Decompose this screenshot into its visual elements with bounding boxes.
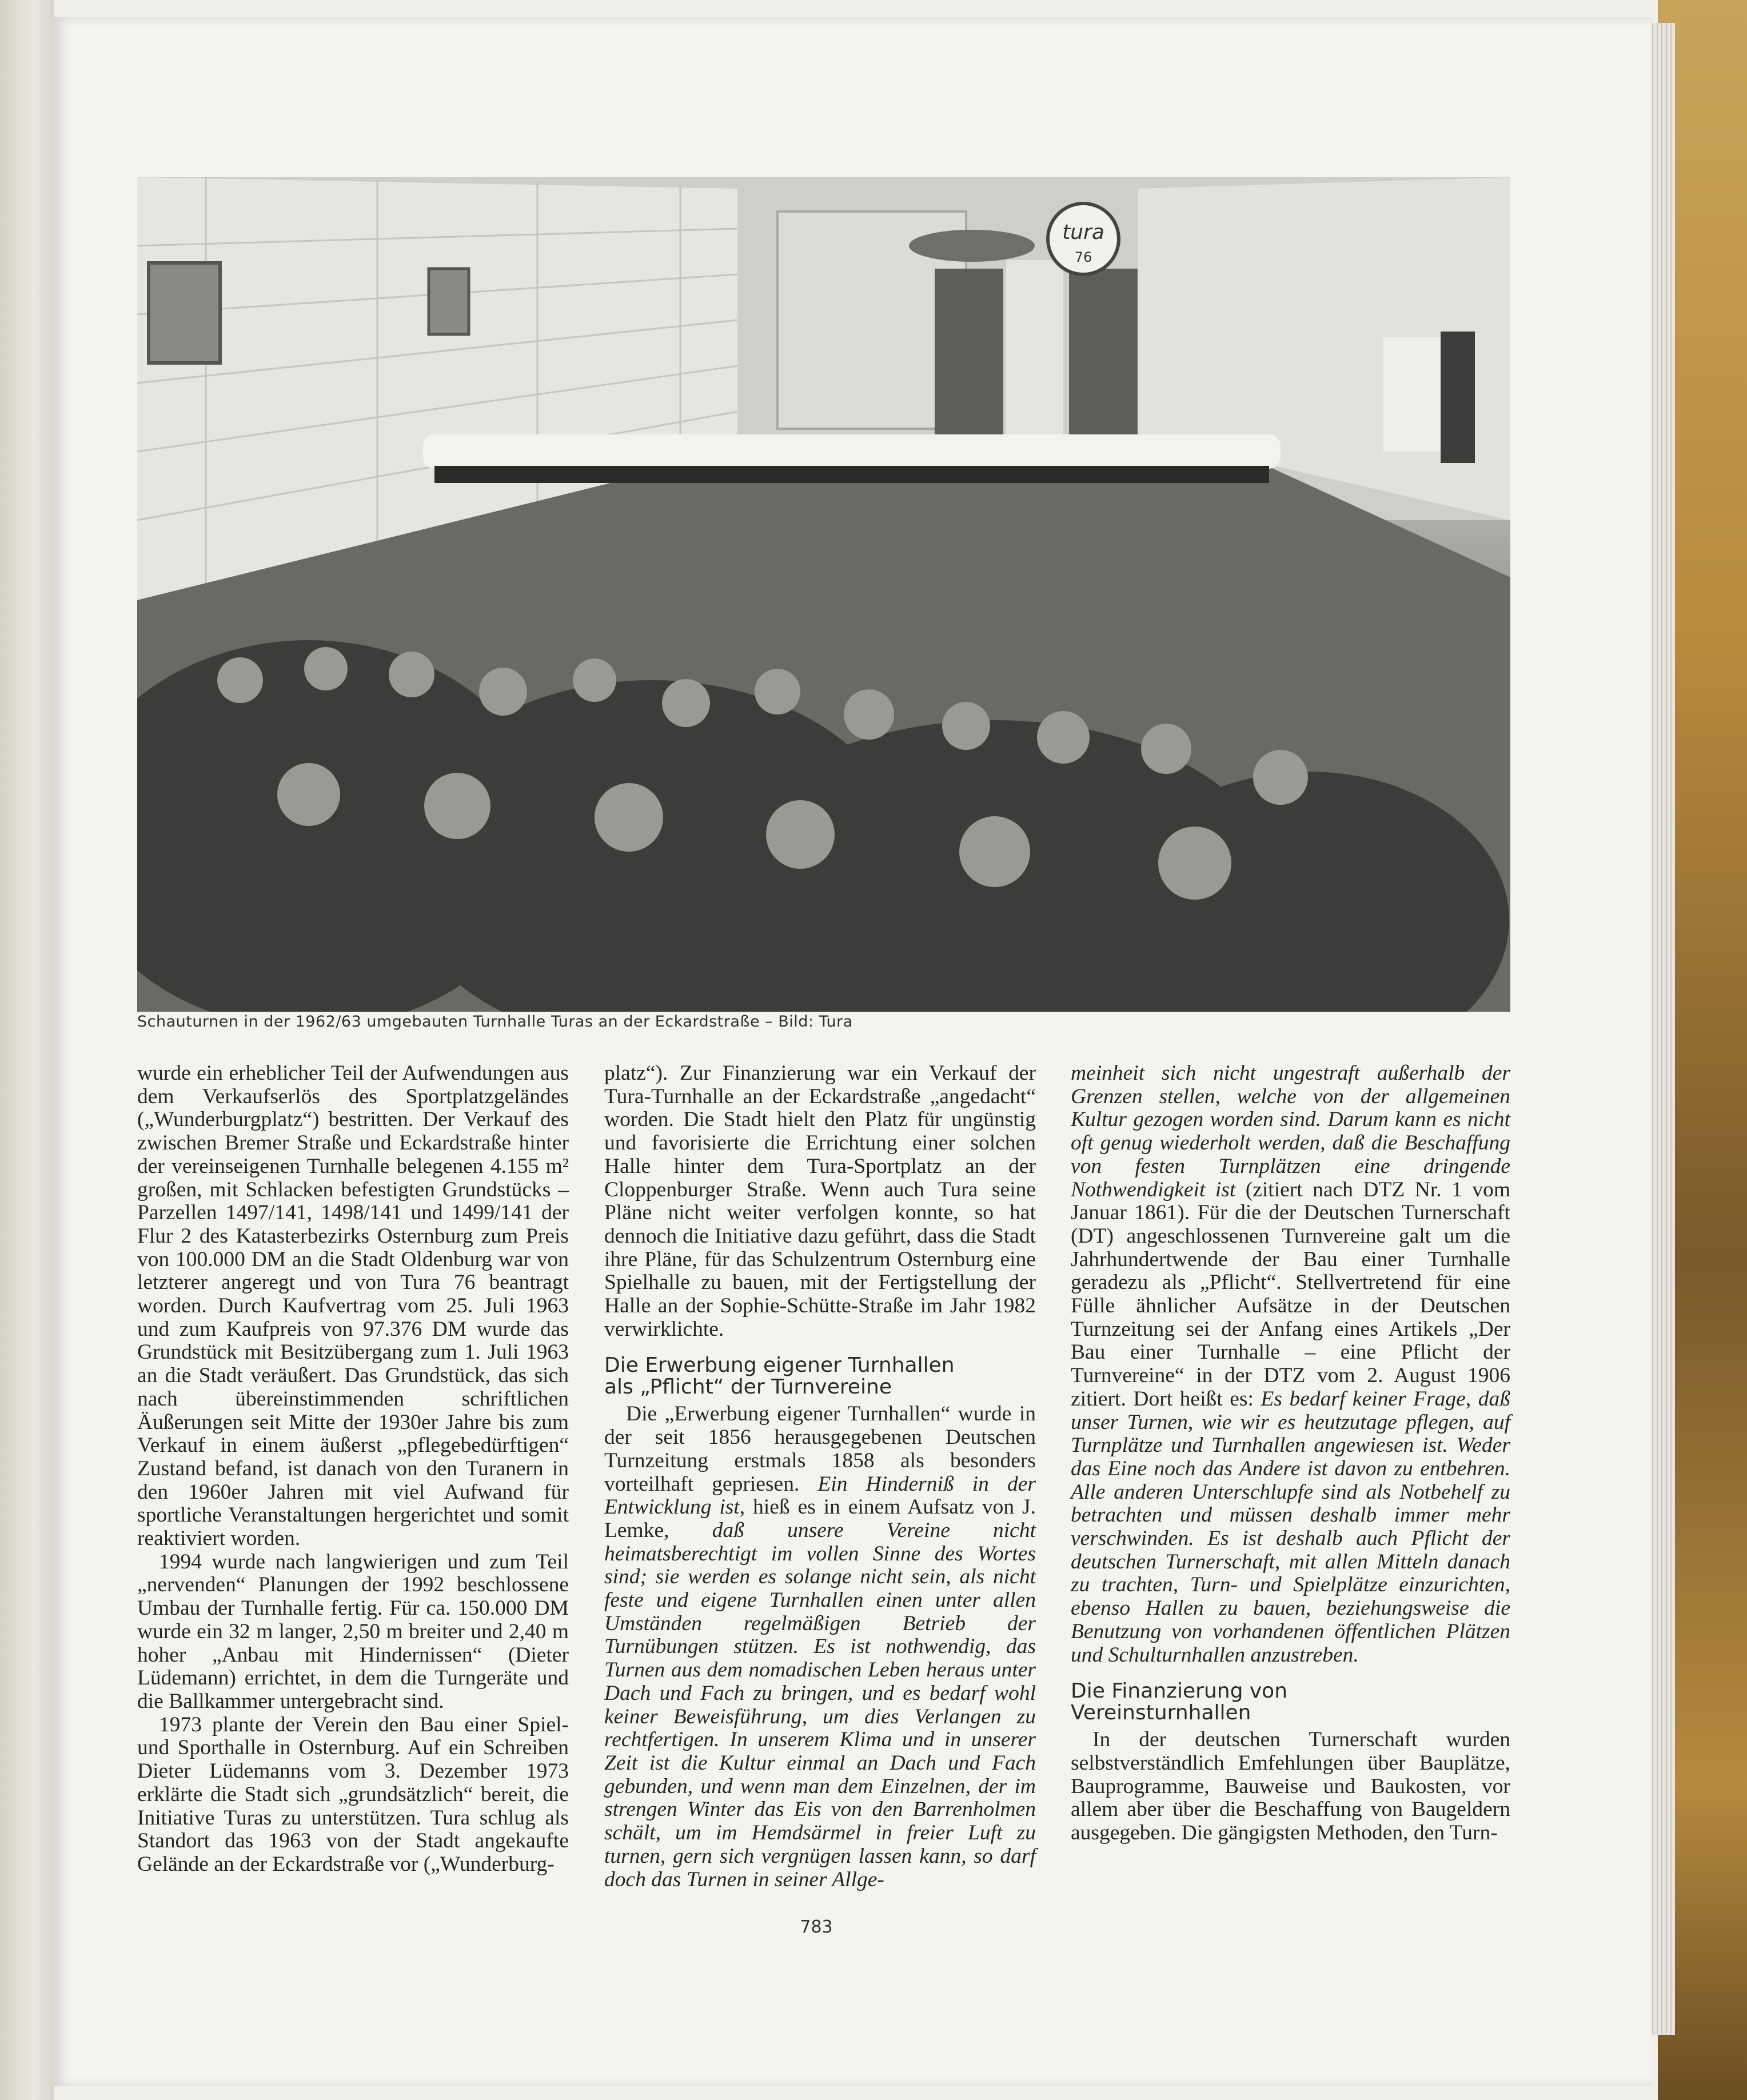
section-heading-line: als „Pflicht“ der Turnvereine [604,1375,892,1399]
quote-text: meinheit sich nicht ungestraft außerhalb der Grenzen stellen, welche von der allgemeinen Kultur gezogen worden sind. Darum kann es nicht oft genug wiederholt werden, daß die Beschaffung von festen Turnplätzen eine dringende Nothwendigkeit ist [1071,1061,1510,1201]
gym-photo [137,177,1510,1012]
quote-text: Es bedarf keiner Frage, daß unser Turnen, wie wir es heutzutage pflegen, auf Turnplätze und Turnhallen angewiesen ist. Weder das Eine noch das Andere ist davon zu entbehren. Alle anderen Unterschlupfe sind als Notbehelf zu betrachten und müssen deshalb immer mehr verschwinden. Es ist deshalb auch Pflicht der deutschen Turnerschaft, mit allen Mitteln danach zu trachten, Turn- und Spielplätze einzurichten, ebenso Hallen zu bauen, beziehungsweise die Benutzung von vorhandenen öffentlichen Plätzen und Schulturnhallen anzustreben. [1071,1387,1511,1667]
paragraph: 1994 wurde nach langwierigen und zum Teil „nervenden“ Planungen der 1992 beschlossene Umbau der Turnhalle fertig. Für ca. 150.000 DM wurde ein 32 m langer, 2,50 m breiter und 2,40 m hoher „Anbau mit Hindernissen“ (Dieter Lüdemann) errichtet, in dem die Turngeräte und die Ballkammer untergebracht sind. [137,1550,569,1713]
previous-page-edge [0,0,54,2100]
gym-photo-illustration [137,177,1510,1012]
section-heading [1071,1680,1510,1724]
quote-text: daß unsere Vereine nicht heimatsberechtigt im vollen Sinne des Wortes sind; sie werden es solange nicht sein, als nicht feste und eigene Turnhallen einen unter allen Umständen regelmäßigen Betrieb der Turnübungen stützen. Es ist nothwendig, das Turnen aus dem nomadischen Leben heraus unter Dach und Fach zu bringen, und es bedarf wohl keiner Beweisführung, um dies Verlangen zu rechtfertigen. In unserem Klima und in unserer Zeit ist die Kultur einmal an Dach und Fach gebunden, und wenn man dem Einzelnen, der im strengen Winter das Eis von den Barrenholmen schält, um im Hemdsärmel in freier Luft zu turnen, gern sich vergnügen lassen kann, so darf doch das Turnen in seiner Allge- [604,1518,1036,1891]
paragraph: platz“). Zur Finanzierung war ein Verkauf der Tura-Turnhalle an der Eckardstraße „angedacht“ worden. Die Stadt hielt den Platz für ungünstig und favorisierte die Errichtung einer solchen Halle hinter dem Tura-Sportplatz an der Cloppenburger Straße. Wenn auch Tura seine Pläne nicht weiter verfolgen konnte, so hat dennoch die Initiative dazu geführt, dass die Stadt ihre Pläne, für das Schulzentrum Osternburg eine Spielhalle zu bauen, mit der Fertigstellung der Halle an der Sophie-Schütte-Straße im Jahr 1982 verwirklichte. [604,1061,1036,1341]
section-heading-line: Die Finanzierung von [1071,1679,1288,1703]
photo-caption: Schauturnen in der 1962/63 umgebauten Turnhalle Turas an der Eckardstraße – Bild: Tura [137,1013,853,1031]
text-run: hieß es in einem Aufsatz von J. Lemke, [604,1495,1036,1542]
text-column-2 [604,1062,1036,1891]
text-run: (zitiert nach DTZ Nr. 1 vom Januar 1861). Für die der Deutschen Turnerschaft (DT) angeschlossenen Turnvereine galt um die Jahrhundertwende der Bau einer Turnhalle geradezu als „Pflicht“. Stellvertretend für eine Fülle ähnlicher Aufsätze in der Deutschen Turnzeitung sei der Anfang eines Artikels „Der Bau einer Turnhalle – eine Pflicht der Turnvereine“ in der DTZ vom 2. August 1906 zitiert. Dort heißt es: [1071,1177,1510,1411]
text-column-3 [1071,1062,1510,1845]
quote-text: Ein Hinderniß in der Entwicklung ist, [604,1472,1036,1519]
section-heading-line: Vereinsturnhallen [1071,1701,1251,1725]
paragraph: In der deutschen Turnerschaft wurden selbstverständlich Emfehlungen über Bauplätze, Bauprogramme, Bauweise und Baukosten, vor allem aber über die Beschaffung von Baugeldern ausgegeben. Die gängigsten Methoden, den Turn- [1071,1728,1510,1845]
paragraph: wurde ein erheblicher Teil der Aufwendungen aus dem Verkaufserlös des Sportplatzgeländes („Wunderburgplatz“) bestritten. Der Verkauf des zwischen Bremer Straße und Eckardstraße hinter der vereinseigenen Turnhalle belegenen 4.155 m² großen, mit Schlacken befestigten Grundstücks – Parzellen 1497/141, 1498/141 und 1499/141 der Flur 2 des Katasterbezirks Osternburg zum Preis von 100.000 DM an die Stadt Oldenburg war von letzterer angeregt und von Tura 76 beantragt worden. Durch Kaufvertrag vom 25. Juli 1963 und zum Kaufpreis von 97.376 DM wurde das Grundstück mit Besitzübergang zum 1. Juli 1963 an die Stadt veräußert. Das Grundstück, das sich nach übereinstimmenden schriftlichen Äußerungen seit Mitte der 1930er Jahre bis zum Verkauf in einem äußerst „pflegebedürftigen“ Zustand befand, ist danach von den Turanern in den 1960er Jahren mit viel Aufwand für sportliche Veranstaltungen hergerichtet und somit reaktiviert worden. [137,1061,569,1551]
page-number: 783 [800,1917,833,1937]
text-run: Die „Erwerbung eigener Turnhallen“ wurde in der seit 1856 herausgegebenen Deutschen Turnzeitung erstmals 1858 als besonders vorteilhaft gepriesen. [604,1402,1036,1496]
text-column-1 [137,1062,569,1877]
tura-sign-number: 76 [1074,249,1092,265]
paragraph [1071,1062,1510,1667]
section-heading [604,1355,1036,1398]
paragraph [604,1403,1036,1891]
paragraph: 1973 plante der Verein den Bau einer Spiel- und Sporthalle in Osternburg. Auf ein Schreiben Dieter Lüdemanns vom 3. Dezember 1973 erklärte die Stadt sich „grundsätzlich“ bereit, die Initiative Turas zu unterstützen. Tura schlug als Standort das 1963 von der Stadt angekaufte Gelände an der Eckardstraße vor („Wunderburg- [137,1712,569,1876]
tura-sign-text: tura [1062,221,1104,244]
section-heading-line: Die Erwerbung eigener Turnhallen [604,1354,955,1378]
